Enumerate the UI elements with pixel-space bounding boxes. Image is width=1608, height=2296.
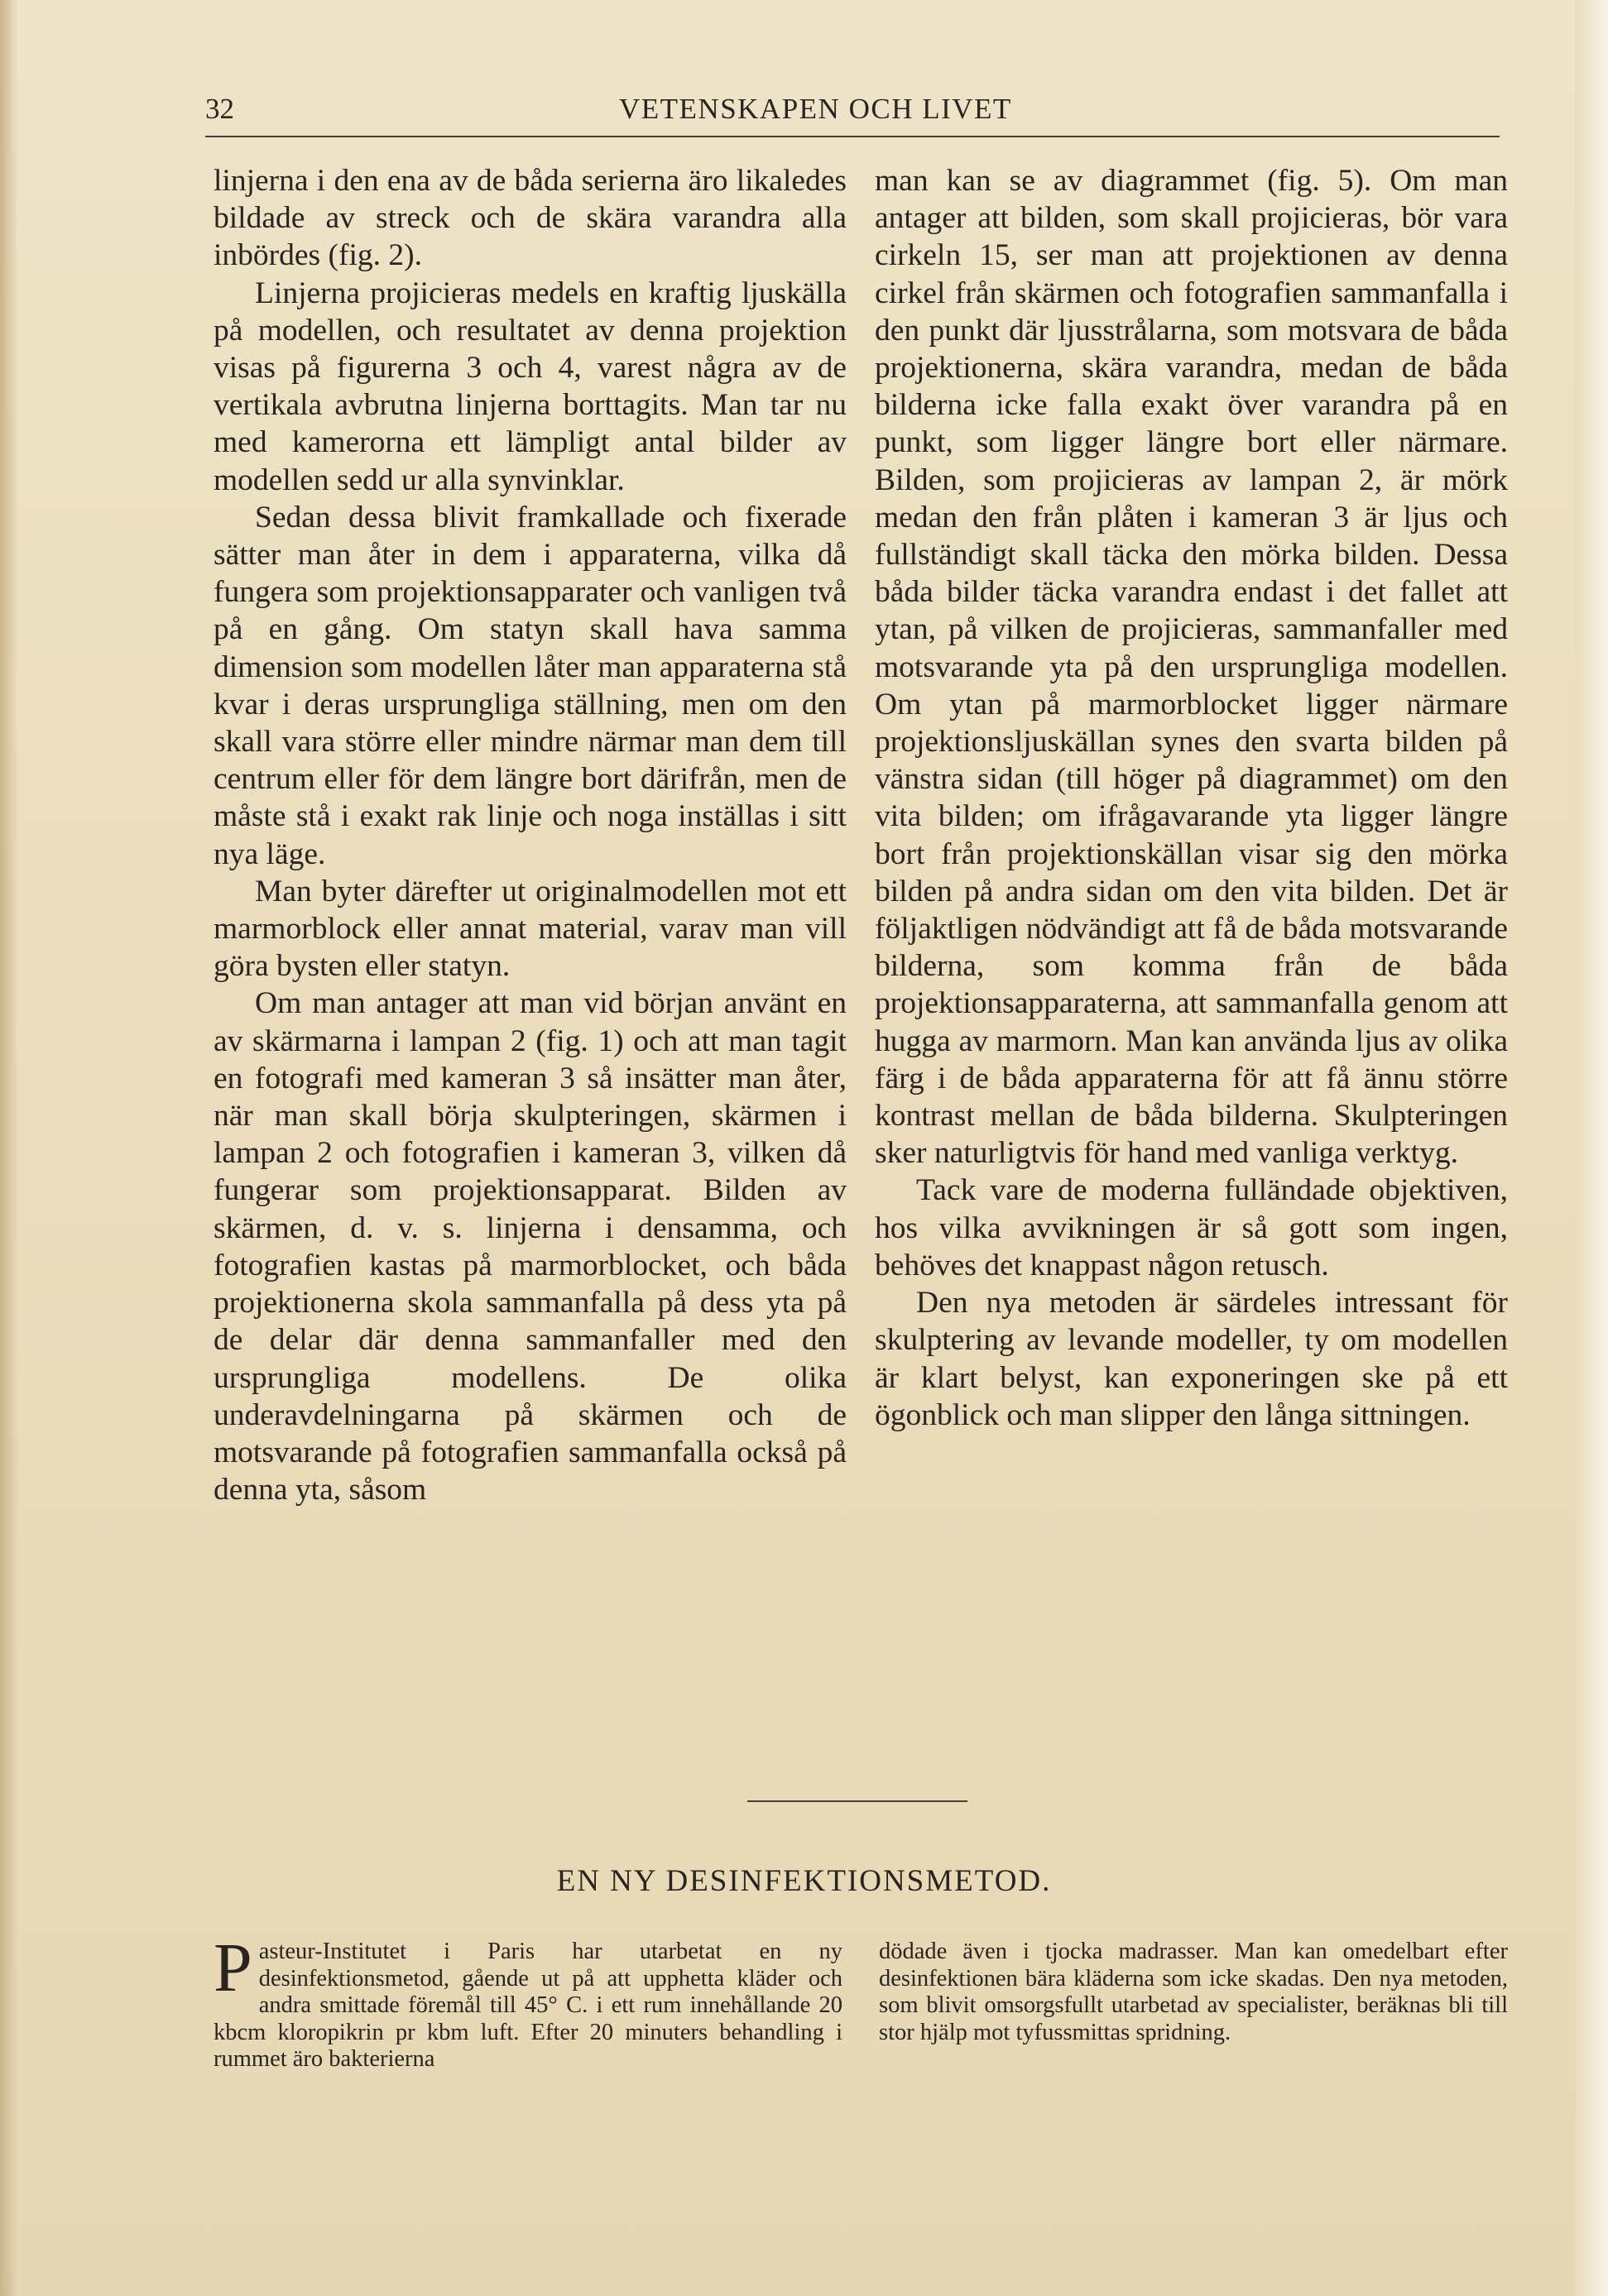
page-header (205, 86, 1496, 136)
page-left-shadow (0, 0, 18, 2296)
header-rule (205, 136, 1500, 137)
paragraph: linjerna i den ena av de båda serierna äro likaledes bildade av streck och de skära varandra alla inbördes (fig. 2). (214, 164, 847, 273)
article2-right-column (879, 1939, 1508, 2046)
section-divider (747, 1800, 967, 1802)
paragraph: Sedan dessa blivit framkallade och fixerade sätter man åter in dem i apparaterna, vilka då fungera som projektionsapparater och vanligen två på en gång. Om statyn skall hava samma dimension som modellen låter man apparaterna stå kvar i deras ursprungliga ställning, men om den skall vara större eller mindre närmar man dem till centrum eller för dem längre bort därifrån, men de måste stå i exakt rak linje och noga inställas i sitt nya läge. (214, 500, 847, 871)
page-number: 32 (205, 93, 234, 125)
article2-left-column (214, 1929, 842, 2073)
left-column (214, 162, 847, 1508)
paragraph: Om man antager att man vid början använt en av skärmarna i lampan 2 (fig. 1) och att man tagit en fotografi med kameran 3 så insätter man åter, när man skall börja skulpteringen, skärmen i lampan 2 och fotografien i kameran 3, vilken då fungerar som projektionsapparat. Bilden av skärmen, d. v. s. linjerna i densamma, och fotografien kastas på marmorblocket, och båda projektionerna skola sammanfalla på dess yta på de delar där denna sammanfaller med den ursprungliga modellens. De olika underavdelningarna på skärmen och de motsvarande på fotografien sammanfalla också på denna yta, såsom (214, 986, 847, 1507)
page-right-edge (1575, 0, 1608, 2296)
paragraph: Man byter därefter ut originalmodellen mot ett marmorblock eller annat material, varav man vill göra bysten eller statyn. (214, 874, 847, 984)
article-title: EN NY DESINFEKTIONSMETOD. (556, 1864, 1052, 1898)
paragraph: Den nya metoden är särdeles intressant för skulptering av levande modeller, ty om modellen är klart belyst, kan exponeringen ske på ett ögonblick och man slipper den långa sittningen. (875, 1286, 1508, 1432)
article2-paragraph (214, 1929, 842, 2073)
paragraph: Linjerna projicieras medels en kraftig ljuskälla på modellen, och resultatet av denna projektion visas på figurerna 3 och 4, varest några av de vertikala avbrutna linjerna borttagits. Man tar nu med kamerorna ett lämpligt antal bilder av modellen sedd ur alla synvinklar. (214, 276, 847, 497)
drop-cap: P (214, 1929, 252, 2006)
paragraph: man kan se av diagrammet (fig. 5). Om man antager att bilden, som skall projicieras, bör vara cirkeln 15, ser man att projektionen av denna cirkel från skärmen och fotografien sammanfalla i den punkt där ljusstrålarna, som motsvara de båda projektionerna, skära varandra, medan de båda bilderna icke falla exakt över varandra på en punkt, som ligger längre bort eller närmare. Bilden, som projicieras av lampan 2, är mörk medan den från plåten i kameran 3 är ljus och fullständigt skall täcka den mörka bilden. Dessa båda bilder täcka varandra endast i det fallet att ytan, på vilken de projicieras, sammanfaller med motsvarande yta på den ursprungliga modellen. Om ytan på marmorblocket ligger närmare projektionsljuskällan synes den svarta bilden på vänstra sidan (till höger på diagrammet) om den vita bilden; om ifrågavarande yta ligger längre bort från projektionskällan visar sig den mörka bilden på andra sidan om den vita bilden. Det är följaktligen nödvändigt att få de båda motsvarande bilderna, som komma från de båda projektionsapparaterna, att sammanfalla genom att hugga av marmorn. Man kan använda ljus av olika färg i de båda apparaterna för att få ännu större kontrast mellan de båda bilderna. Skulpteringen sker naturligtvis för hand med vanliga verktyg. (875, 164, 1508, 1171)
article2-right-text: dödade även i tjocka madrasser. Man kan omedelbart efter desinfektionen bära kläderna som icke skadas. Den nya metoden, som blivit omsorgsfullt utarbetad av specialister, beräknas bli till stor hjälp mot tyfussmittas spridning. (879, 1939, 1508, 2045)
paragraph: Tack vare de moderna fulländade objektiven, hos vilka avvikningen är så gott som ingen, behöves det knappast någon retusch. (875, 1173, 1508, 1282)
right-column (875, 162, 1508, 1434)
running-title: VETENSKAPEN OCH LIVET (619, 93, 1012, 125)
article2-left-text: asteur-Institutet i Paris har utarbetat en ny desinfektionsmetod, gående ut på att upphetta kläder och andra smittade föremål till 45° C. i ett rum innehållande 20 kbcm kloropikrin pr kbm luft. Efter 20 minuters behandling i rummet äro bakterierna (214, 1939, 842, 2072)
